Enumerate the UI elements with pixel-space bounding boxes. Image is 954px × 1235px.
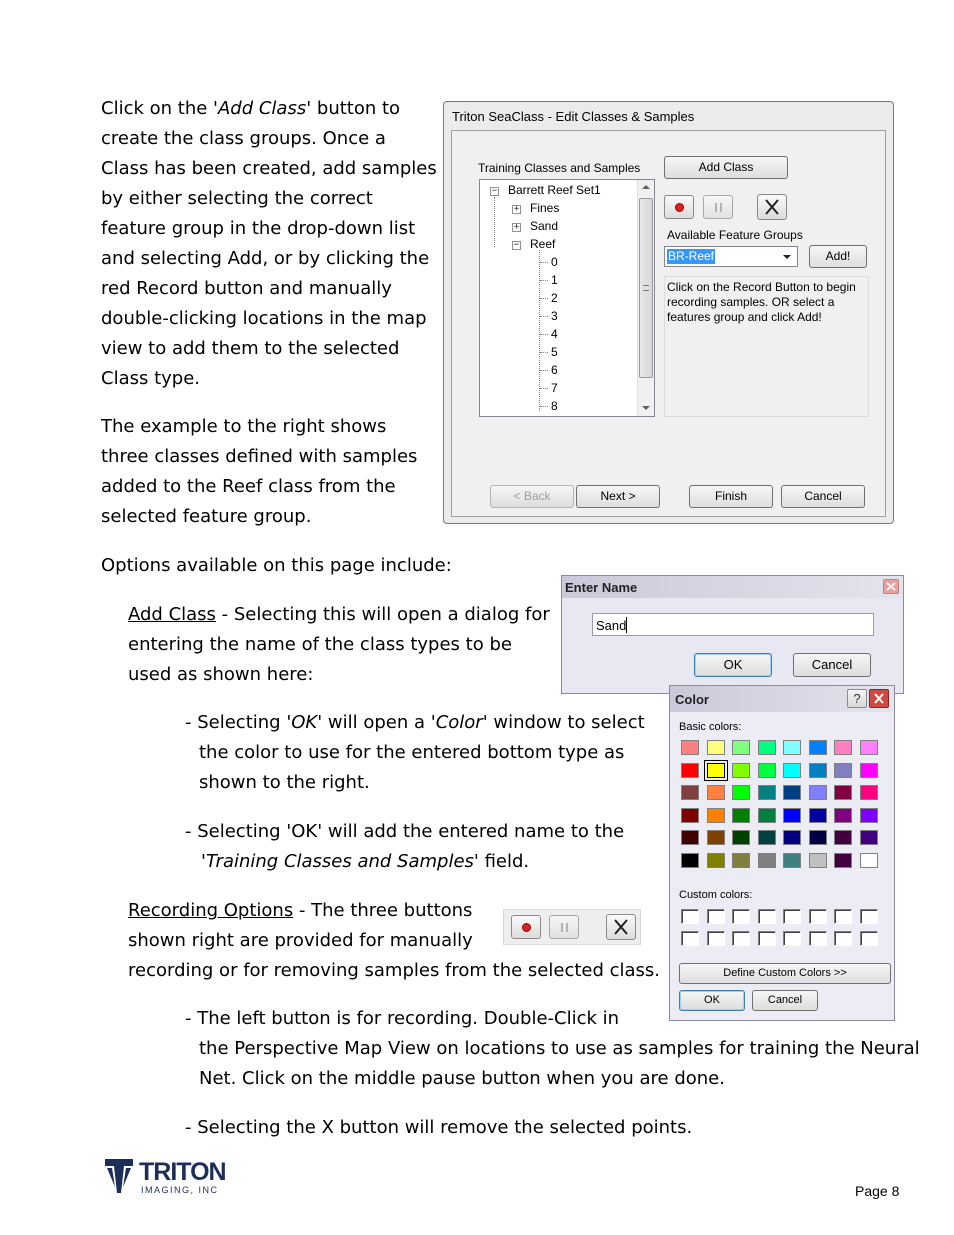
scroll-down-icon[interactable] <box>642 406 650 410</box>
classes-tree[interactable] <box>479 179 655 417</box>
intro-line: double-clicking locations in the map <box>101 308 427 329</box>
dialog-body <box>451 130 886 517</box>
example-line: three classes defined with samples <box>101 446 418 467</box>
color-swatch[interactable] <box>860 808 878 823</box>
recording-line: recording or for removing samples from the selected class. <box>128 960 661 981</box>
intro-line: by either selecting the correct <box>101 188 373 209</box>
page-number: Page 8 <box>855 1183 900 1199</box>
color-swatch[interactable] <box>681 853 699 868</box>
enter-name-titlebar <box>562 576 903 598</box>
finish-button[interactable]: Finish <box>689 485 773 508</box>
color-swatch[interactable] <box>860 740 878 755</box>
tree-sample[interactable]: 1 <box>551 273 558 287</box>
custom-color-slot[interactable] <box>758 909 776 924</box>
custom-color-slot[interactable] <box>809 931 827 946</box>
record-button[interactable] <box>511 915 541 939</box>
color-swatch[interactable] <box>732 808 750 823</box>
color-swatch[interactable] <box>732 853 750 868</box>
record-icon <box>675 203 684 212</box>
color-swatch[interactable] <box>758 740 776 755</box>
tree-node-fines[interactable]: Fines <box>530 201 560 215</box>
color-swatch[interactable] <box>758 763 776 778</box>
color-swatch[interactable] <box>809 740 827 755</box>
color-swatch[interactable] <box>732 763 750 778</box>
x-icon <box>607 915 635 939</box>
trident-icon <box>104 1157 134 1195</box>
color-swatch[interactable] <box>809 763 827 778</box>
example-line: selected feature group. <box>101 506 312 527</box>
color-swatch[interactable] <box>834 740 852 755</box>
options-intro: Options available on this page include: <box>101 555 452 576</box>
color-swatch[interactable] <box>707 763 725 778</box>
color-titlebar <box>670 686 894 712</box>
name-input[interactable] <box>592 613 874 636</box>
intro-line: Class type. <box>101 368 201 389</box>
help-text: Click on the Record Button to begin recording samples. OR select a features group and click Add! <box>667 280 856 324</box>
color-swatch[interactable] <box>732 785 750 800</box>
record-icon <box>522 923 531 932</box>
custom-color-slot[interactable] <box>834 931 852 946</box>
recording-section: Recording Options - The three buttons shown right are provided for manually recording or for removing samples from the selected class. <box>128 896 660 986</box>
pause-button[interactable] <box>703 195 733 219</box>
color-swatch[interactable] <box>834 785 852 800</box>
color-title: Color <box>675 692 709 707</box>
color-swatch[interactable] <box>758 785 776 800</box>
tree-sample[interactable]: 6 <box>551 363 558 377</box>
add-class-line: entering the name of the class types to be <box>128 634 512 655</box>
color-swatch[interactable] <box>860 785 878 800</box>
custom-color-slot[interactable] <box>860 909 878 924</box>
add-class-term: Add Class <box>128 604 216 625</box>
feature-groups-dropdown[interactable] <box>664 246 798 267</box>
color-swatch[interactable] <box>834 853 852 868</box>
cancel-button[interactable]: Cancel <box>752 990 818 1011</box>
scroll-up-icon[interactable] <box>642 185 650 189</box>
back-button[interactable]: < Back <box>490 485 574 508</box>
collapse-icon[interactable]: − <box>513 240 520 250</box>
add-class-button[interactable]: Add Class <box>664 156 788 179</box>
question-icon: ? <box>853 691 861 706</box>
help-panel <box>664 276 869 417</box>
enter-name-dialog <box>561 575 904 694</box>
color-swatch[interactable] <box>681 830 699 845</box>
color-dialog <box>669 685 895 1021</box>
chevron-down-icon <box>783 255 791 259</box>
pause-icon <box>561 923 568 932</box>
basic-colors-label: Basic colors: <box>679 721 742 733</box>
custom-color-slot[interactable] <box>834 909 852 924</box>
example-paragraph <box>101 412 417 532</box>
logo-name: TRITON <box>139 1158 226 1186</box>
text-caret <box>626 617 627 633</box>
tree-scrollbar[interactable] <box>637 180 654 416</box>
add-class-section: Add Class - Selecting this will open a dialog for entering the name of the class types to be used as shown here: <box>128 600 550 690</box>
color-swatch[interactable] <box>783 853 801 868</box>
tree-node-reef[interactable]: Reef <box>530 237 556 251</box>
intro-line: Class has been created, add samples <box>101 158 437 179</box>
add-class-line: used as shown here: <box>128 664 314 685</box>
tree-sample[interactable]: 0 <box>551 255 558 269</box>
color-swatch[interactable] <box>681 808 699 823</box>
selected-group: BR-Reef <box>668 249 715 263</box>
custom-color-slot[interactable] <box>681 931 699 946</box>
define-custom-colors-button[interactable]: Define Custom Colors >> <box>679 963 891 984</box>
tree-node-sand[interactable]: Sand <box>530 219 559 233</box>
bullet-ok-color: - Selecting 'OK' will open a 'Color' window to select the color to use for the entered bottom type as shown to the right. <box>185 712 645 793</box>
custom-colors-grid <box>681 909 887 951</box>
color-swatch[interactable] <box>860 763 878 778</box>
custom-color-slot[interactable] <box>707 931 725 946</box>
color-swatch[interactable] <box>732 740 750 755</box>
pause-button[interactable] <box>549 915 579 939</box>
ok-button[interactable]: OK <box>679 990 745 1011</box>
intro-line: and selecting Add, or by clicking the <box>101 248 430 269</box>
cancel-button[interactable]: Cancel <box>781 485 865 508</box>
close-icon <box>870 690 888 707</box>
remove-button[interactable] <box>606 914 636 940</box>
edit-classes-dialog <box>443 101 894 524</box>
expand-icon[interactable]: + <box>513 204 520 214</box>
color-swatch[interactable] <box>681 740 699 755</box>
custom-color-slot[interactable] <box>732 931 750 946</box>
color-swatch[interactable] <box>707 830 725 845</box>
close-button[interactable] <box>869 689 889 708</box>
example-line: added to the Reef class from the <box>101 476 396 497</box>
cancel-button[interactable]: Cancel <box>793 653 871 677</box>
color-swatch[interactable] <box>758 830 776 845</box>
help-button[interactable] <box>847 689 867 708</box>
bullet-remove: - Selecting the X button will remove the selected points. <box>185 1117 693 1138</box>
dialog-title: Triton SeaClass - Edit Classes & Samples <box>452 109 695 124</box>
bullet-record: - The left button is for recording. Double-Click in the Perspective Map View on locations to use as samples for training the Neural Net. Click on the middle pause button when you are done. <box>185 1008 920 1089</box>
color-swatch[interactable] <box>707 785 725 800</box>
color-swatch[interactable] <box>834 763 852 778</box>
recording-buttons-panel <box>503 909 641 945</box>
remove-button[interactable] <box>757 194 787 220</box>
color-swatch[interactable] <box>681 763 699 778</box>
recording-term: Recording Options <box>128 900 294 921</box>
intro-paragraph <box>101 94 437 394</box>
tree-root[interactable]: Barrett Reef Set1 <box>508 183 601 197</box>
next-button[interactable]: Next > <box>576 485 660 508</box>
tree-sample[interactable]: 7 <box>551 381 558 395</box>
name-input-value: Sand <box>596 618 627 633</box>
add-group-button[interactable]: Add! <box>809 245 867 268</box>
custom-color-slot[interactable] <box>783 931 801 946</box>
custom-color-slot[interactable] <box>783 909 801 924</box>
color-swatch[interactable] <box>783 740 801 755</box>
tree-sample[interactable]: 2 <box>551 291 558 305</box>
custom-color-slot[interactable] <box>809 909 827 924</box>
tree-label: Training Classes and Samples <box>478 161 641 175</box>
intro-line: feature group in the drop-down list <box>101 218 416 239</box>
color-swatch[interactable] <box>783 785 801 800</box>
close-icon <box>884 580 898 593</box>
color-swatch[interactable] <box>758 808 776 823</box>
groups-label: Available Feature Groups <box>667 228 803 242</box>
pause-icon <box>715 203 722 212</box>
color-swatch[interactable] <box>707 853 725 868</box>
color-swatch[interactable] <box>809 853 827 868</box>
custom-color-slot[interactable] <box>860 931 878 946</box>
custom-color-slot[interactable] <box>707 909 725 924</box>
intro-line: view to add them to the selected <box>101 338 400 359</box>
tree-sample[interactable]: 3 <box>551 309 558 323</box>
intro-line: create the class groups. Once a <box>101 128 386 149</box>
color-swatch[interactable] <box>809 785 827 800</box>
record-button[interactable] <box>664 195 694 219</box>
expand-icon[interactable]: + <box>513 222 520 232</box>
ok-button[interactable]: OK <box>694 653 772 677</box>
custom-color-slot[interactable] <box>758 931 776 946</box>
enter-name-title: Enter Name <box>565 580 638 595</box>
intro-line: red Record button and manually <box>101 278 392 299</box>
color-swatch[interactable] <box>707 808 725 823</box>
custom-color-slot[interactable] <box>681 909 699 924</box>
color-swatch[interactable] <box>834 808 852 823</box>
close-button[interactable] <box>883 579 899 594</box>
bullet-ok-add: - Selecting 'OK' will add the entered name to the 'Training Classes and Samples' field. <box>185 821 625 872</box>
custom-colors-label: Custom colors: <box>679 889 753 901</box>
tree-sample[interactable]: 8 <box>551 399 558 413</box>
triton-logo <box>104 1157 224 1197</box>
color-swatch[interactable] <box>732 830 750 845</box>
color-swatch[interactable] <box>707 740 725 755</box>
collapse-icon[interactable]: − <box>491 186 498 196</box>
color-swatch[interactable] <box>809 830 827 845</box>
color-swatch[interactable] <box>758 853 776 868</box>
x-icon <box>758 195 786 219</box>
color-swatch[interactable] <box>809 808 827 823</box>
example-line: The example to the right shows <box>101 416 387 437</box>
basic-colors-grid <box>681 740 887 880</box>
color-swatch[interactable] <box>783 808 801 823</box>
tree-sample[interactable]: 5 <box>551 345 558 359</box>
color-swatch[interactable] <box>783 763 801 778</box>
scroll-thumb[interactable] <box>639 198 653 378</box>
color-swatch[interactable] <box>681 785 699 800</box>
color-swatch[interactable] <box>860 830 878 845</box>
intro-line-1: Click on the 'Add Class' button to <box>101 98 401 119</box>
color-swatch[interactable] <box>783 830 801 845</box>
recording-line: shown right are provided for manually <box>128 930 473 951</box>
custom-color-slot[interactable] <box>732 909 750 924</box>
logo-sub: IMAGING, INC <box>141 1185 219 1195</box>
color-swatch[interactable] <box>860 853 878 868</box>
tree-sample[interactable]: 4 <box>551 327 558 341</box>
color-swatch[interactable] <box>834 830 852 845</box>
